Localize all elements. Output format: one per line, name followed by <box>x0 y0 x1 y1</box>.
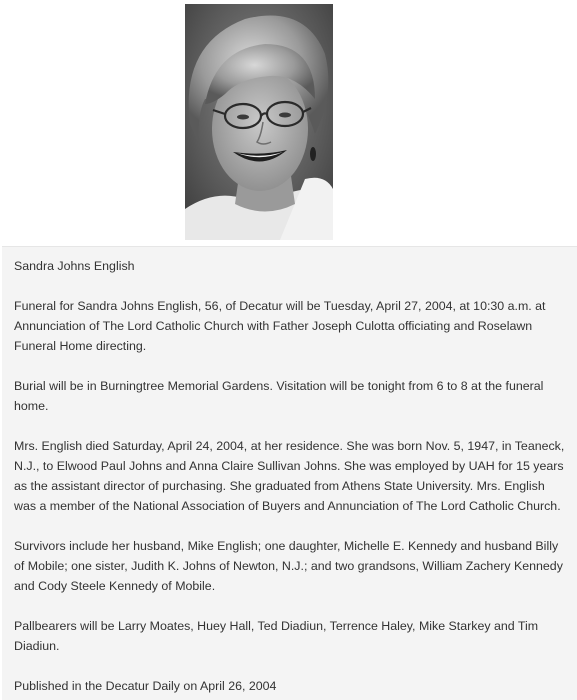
portrait-photo <box>185 4 333 240</box>
biography-paragraph: Mrs. English died Saturday, April 24, 2004, at her residence. She was born Nov. 5, 1947, in Teaneck, N.J., to Elwood Paul Johns and Anna Claire Sullivan Johns. She was employed by UAH for 15 years as the assistant director of purchasing. She graduated from Athens State University. Mrs. English was a member of the National Association of Buyers and Annunciation of The Lord Catholic Church. <box>14 439 565 513</box>
obituary-card <box>2 246 577 700</box>
funeral-paragraph: Funeral for Sandra Johns English, 56, of Decatur will be Tuesday, April 27, 2004, at 10:30 a.m. at Annunciation of The Lord Catholic Church with Father Joseph Culotta officiating and Roselawn Funeral Home directing. <box>14 299 546 353</box>
survivors-paragraph: Survivors include her husband, Mike English; one daughter, Michelle E. Kennedy and husband Billy of Mobile; one sister, Judith K. Johns of Newton, N.J.; and two grandsons, William Zachery Kennedy and Cody Steele Kennedy of Mobile. <box>14 539 563 593</box>
burial-paragraph: Burial will be in Burningtree Memorial Gardens. Visitation will be tonight from 6 to 8 at the funeral home. <box>14 379 544 413</box>
pallbearers-paragraph: Pallbearers will be Larry Moates, Huey Hall, Ted Diadiun, Terrence Haley, Mike Starkey and Tim Diadiun. <box>14 619 539 653</box>
obituary-name: Sandra Johns English <box>14 259 135 273</box>
portrait-photo-icon <box>185 4 333 240</box>
published-line: Published in the Decatur Daily on April 26, 2004 <box>14 679 277 693</box>
